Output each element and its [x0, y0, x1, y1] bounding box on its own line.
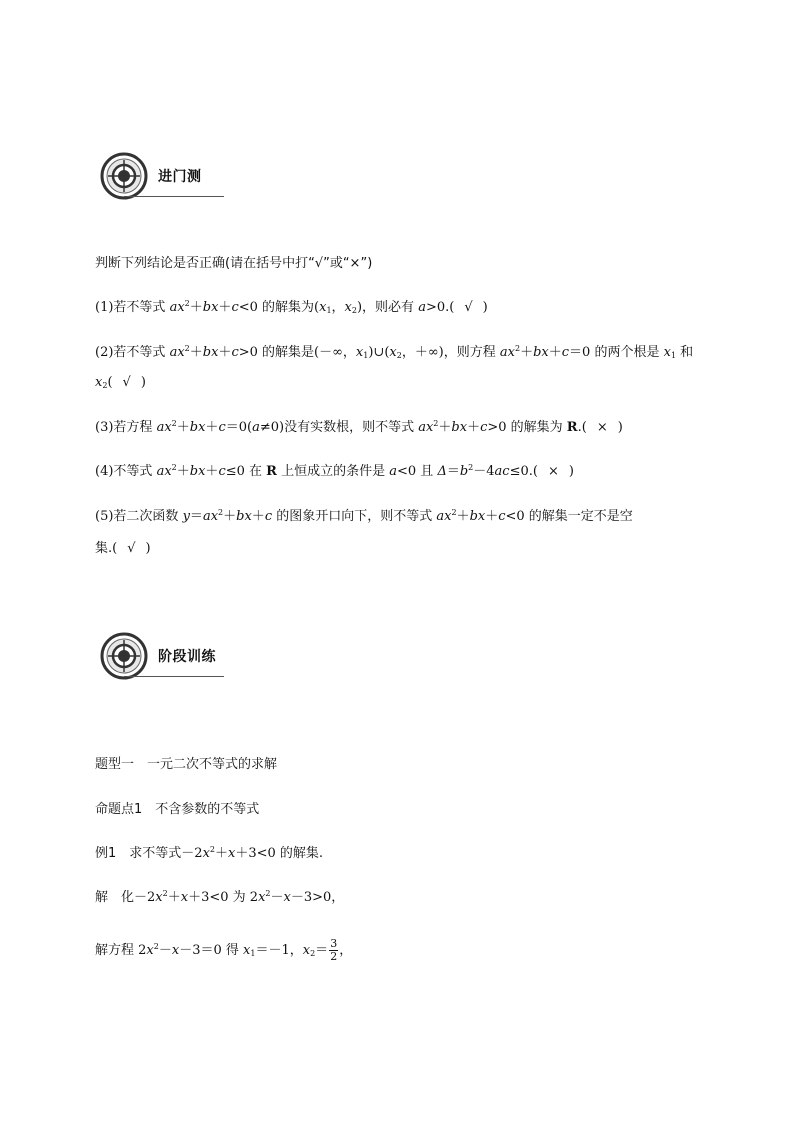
section-title: 进门测 [158, 169, 202, 185]
intro-text: 判断下列结论是否正确(请在括号中打“√”或“×”) [95, 256, 373, 271]
section-header-jieduanxunlian [100, 632, 224, 682]
section-header-jinmence [100, 152, 224, 202]
section-title: 阶段训练 [158, 649, 216, 665]
answer-4: × [547, 464, 559, 479]
example-1: 例1 求不等式$-2x^2+x+3<0$ 的解集. [95, 845, 324, 861]
item-2: (2)若不等式 $ax^2+bx+c>0$ 的解集是(－∞，$x_1)\cup(x_2$，＋∞)，则方程 $ax^2+bx+c=0$ 的两个根是 $x_1$ 和 [95, 344, 694, 360]
solution-line-2: 解方程 $2x^2-x-3=0$ 得 $x_1=-1$，$x_2=$ $\frac{3}{2}$ ， [95, 937, 353, 963]
answer-1: √ [464, 300, 473, 315]
point-heading: 命题点1 不含参数的不等式 [95, 802, 260, 817]
item-4: (4)不等式 $ax^2+bx+c\le 0$ 在 R 上恒成立的条件是 a<0 且 $\Delta=b^2-4ac\le 0$.( × ) [95, 463, 574, 479]
answer-2: √ [122, 375, 131, 390]
target-badge-icon [100, 152, 148, 200]
target-badge-icon [100, 632, 148, 680]
item-5: (5)若二次函数 $y=ax^2+bx+c$ 的图象开口向下，则不等式 $ax^2+bx+c<0$ 的解集一定不是空 [95, 508, 633, 524]
answer-5: √ [127, 541, 136, 556]
item-3: (3)若方程 $ax^2+bx+c=0(a\ne 0)$没有实数根，则不等式 $ax^2+bx+c>0$ 的解集为 R.( × ) [95, 419, 623, 435]
example-label: 例1 [95, 846, 117, 861]
fraction-three-halves: $\frac{3}{2}$ [330, 937, 338, 963]
type-heading: 题型一 一元二次不等式的求解 [95, 757, 278, 772]
item-5-cont: 集.( √ ) [95, 541, 151, 556]
section-underline [124, 676, 224, 677]
solution-line-1: 解 化$-2x^2+x+3<0$ 为 $2x^2-x-3>0$， [95, 889, 345, 905]
section-underline [124, 196, 224, 197]
item-1: (1)若不等式 $ax^2+bx+c<0$ 的解集为($x_1$，$x_2$)，则必有 a>0.( √ ) [95, 299, 488, 315]
answer-3: × [596, 420, 608, 435]
solution-label: 解 [95, 890, 109, 905]
item-2-cont: $x_2$( √ ) [95, 375, 146, 390]
